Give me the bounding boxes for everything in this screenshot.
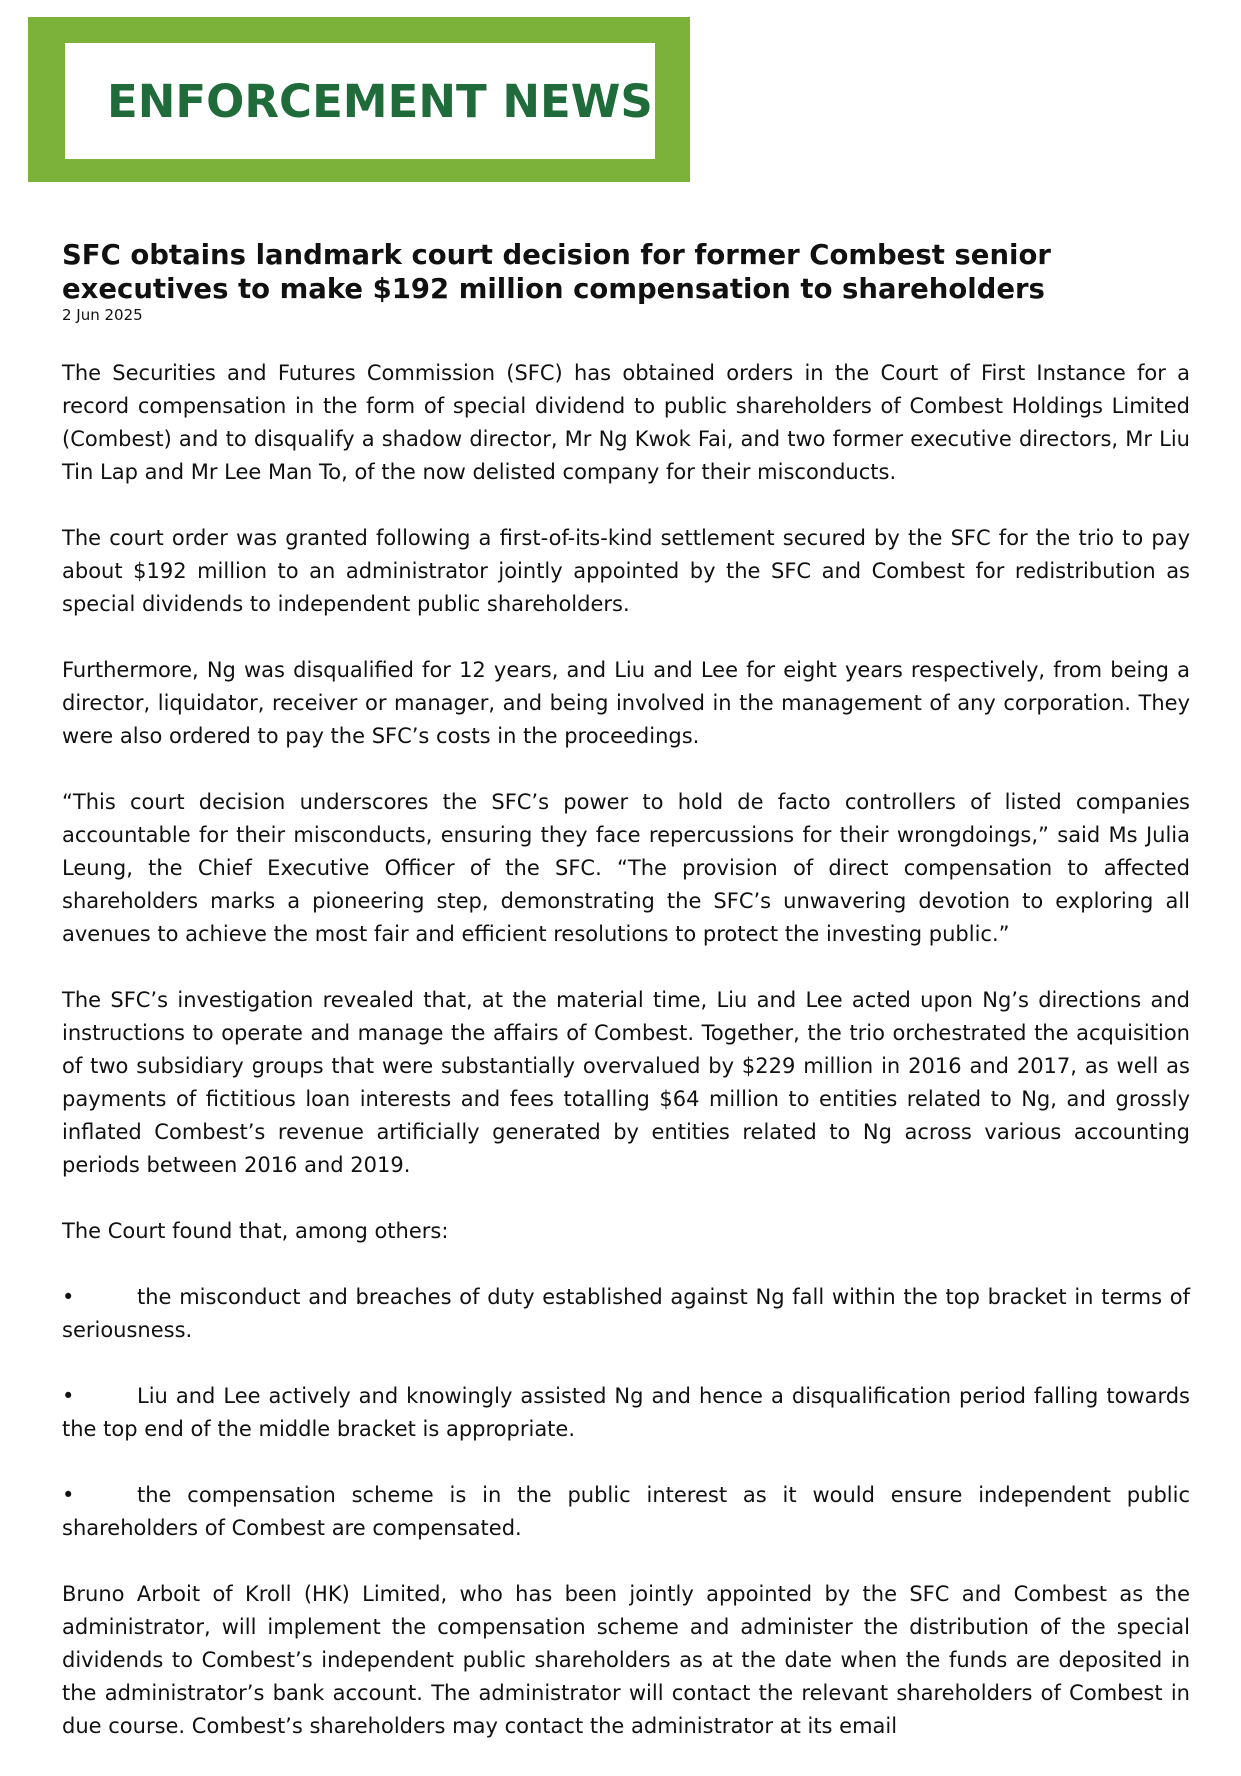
enforcement-news-banner [28,17,690,182]
paragraph-court-findings-intro: The Court found that, among others: [62,1219,449,1243]
paragraph-intro: The Securities and Futures Commission (SFC) has obtained orders in the Court of First Instance for a record compensation in the form of special dividend to public shareholders of Combest Holdings Limited (Combest) and to disqualify a shadow director, Mr Ng Kwok Fai, and two former executive directors, Mr Liu Tin Lap and Mr Lee Man To, of the now delisted company for their misconducts. [62,361,1190,484]
bullet-mark: • [62,1285,75,1309]
paragraph-disqualification: Furthermore, Ng was disqualified for 12 years, and Liu and Lee for eight years respectively, from being a director, liquidator, receiver or manager, and being involved in the management of any corporation. They were also ordered to pay the SFC’s costs in the proceedings. [62,658,1190,748]
paragraph-settlement: The court order was granted following a first-of-its-kind settlement secured by the SFC for the trio to pay about $192 million to an administrator jointly appointed by the SFC and Combest for redistribution as special dividends to independent public shareholders. [62,526,1190,616]
paragraph-investigation: The SFC’s investigation revealed that, at the material time, Liu and Lee acted upon Ng’s directions and instructions to operate and manage the affairs of Combest. Together, the trio orchestrated the acquisition of two subsidiary groups that were substantially overvalued by $229 million in 2016 and 2017, as well as payments of fictitious loan interests and fees totalling $64 million to entities related to Ng, and grossly inflated Combest’s revenue artificially generated by entities related to Ng across various accounting periods between 2016 and 2019. [62,988,1190,1177]
paragraph-ceo-quote: “This court decision underscores the SFC’s power to hold de facto controllers of listed companies accountable for their misconducts, ensuring they face repercussions for their wrongdoings,” said Ms Julia Leung, the Chief Executive Officer of the SFC. “The provision of direct compensation to affected shareholders marks a pioneering step, demonstrating the SFC’s unwavering devotion to exploring all avenues to achieve the most fair and efficient resolutions to protect the investing public.” [62,790,1190,946]
article-date: 2 Jun 2025 [62,306,143,324]
paragraph-administrator: Bruno Arboit of Kroll (HK) Limited, who has been jointly appointed by the SFC and Combest as the administrator, will implement the compensation scheme and administer the distribution of the special dividends to Combest’s independent public shareholders as at the date when the funds are deposited in the administrator’s bank account. The administrator will contact the relevant shareholders of Combest in due course. Combest’s shareholders may contact the administrator at its email [62,1582,1190,1738]
bullet-item [62,1380,1190,1446]
bullet-mark: • [62,1384,75,1408]
bullet-text: the compensation scheme is in the public interest as it would ensure independent public shareholders of Combest are compensated. [62,1483,1190,1540]
article [62,238,1190,1776]
bullet-item [62,1281,1190,1347]
banner-title: ENFORCEMENT NEWS [107,74,653,128]
banner-title-box [65,43,655,159]
bullet-text: Liu and Lee actively and knowingly assisted Ng and hence a disqualification period falling towards the top end of the middle bracket is appropriate. [62,1384,1190,1441]
article-headline: SFC obtains landmark court decision for former Combest senior executives to make $192 million compensation to shareholders [62,239,1051,305]
bullet-item [62,1479,1190,1545]
bullet-text: the misconduct and breaches of duty established against Ng fall within the top bracket in terms of seriousness. [62,1285,1190,1342]
bullet-mark: • [62,1483,75,1507]
